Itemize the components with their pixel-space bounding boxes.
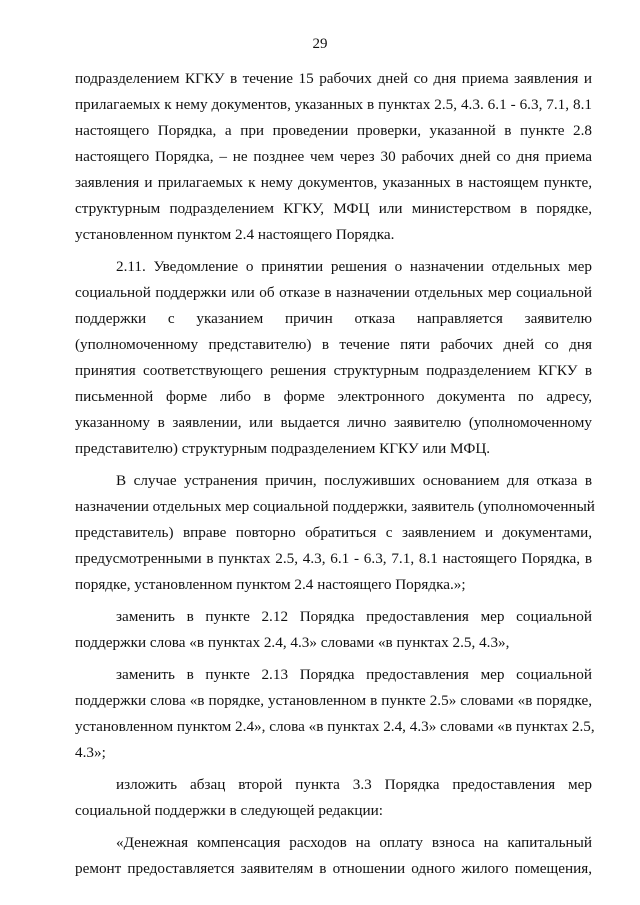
text-line: поддержки слова «в пунктах 2.4, 4.3» словами «в пунктах 2.5, 4.3», (75, 634, 510, 651)
text-line: настоящего Порядка, а при проведении проверки, указанной в пункте 2.8 (75, 122, 592, 139)
text-line: принятия соответствующего решения структурным подразделением КГКУ в (75, 362, 592, 379)
text-line: изложить абзац второй пункта 3.3 Порядка предоставления мер (116, 776, 592, 793)
text-line: назначении отдельных мер социальной поддержки, заявитель (уполномоченный (75, 498, 595, 515)
text-line: порядке, установленном пунктом 2.4 настоящего Порядка.»; (75, 576, 466, 593)
text-line: заявления и прилагаемых к нему документов, указанных в настоящем пункте, (75, 174, 592, 191)
text-line: (уполномоченному представителю) в течение пяти рабочих дней со дня (75, 336, 592, 353)
text-line: прилагаемых к нему документов, указанных в пунктах 2.5, 4.3. 6.1 - 6.3, 7.1, 8.1 (75, 96, 592, 113)
text-line: 2.11. Уведомление о принятии решения о назначении отдельных мер (116, 258, 592, 275)
text-line: указанному в заявлении, или выдается лично заявителю (уполномоченному (75, 414, 592, 431)
text-line: В случае устранения причин, послуживших основанием для отказа в (116, 472, 592, 489)
text-line: ремонт предоставляется заявителям в отношении одного жилого помещения, (75, 860, 592, 877)
text-line: представитель) вправе повторно обратиться с заявлением и документами, (75, 524, 592, 541)
text-line: заменить в пункте 2.13 Порядка предоставления мер социальной (116, 666, 592, 683)
text-line: социальной поддержки в следующей редакции: (75, 802, 383, 819)
text-line: установленном пунктом 2.4 настоящего Порядка. (75, 226, 395, 243)
text-line: письменной форме либо в форме электронного документа по адресу, (75, 388, 592, 405)
text-line: заменить в пункте 2.12 Порядка предоставления мер социальной (116, 608, 592, 625)
page-number: 29 (312, 36, 328, 52)
text-line: «Денежная компенсация расходов на оплату взноса на капитальный (116, 834, 592, 851)
text-line: 4.3»; (75, 744, 106, 761)
text-line: установленном пунктом 2.4», слова «в пунктах 2.4, 4.3» словами «в пунктах 2.5, (75, 718, 595, 735)
text-line: социальной поддержки или об отказе в назначении отдельных мер социальной (75, 284, 592, 301)
document-body (75, 66, 595, 882)
text-line: настоящего Порядка, – не позднее чем через 30 рабочих дней со дня приема (75, 148, 592, 165)
text-line: подразделением КГКУ в течение 15 рабочих дней со дня приема заявления и (75, 70, 592, 87)
text-line: поддержки слова «в порядке, установленном в пункте 2.5» словами «в порядке, (75, 692, 592, 709)
text-line: структурным подразделением КГКУ, МФЦ или министерством в порядке, (75, 200, 592, 217)
text-line: поддержки с указанием причин отказа направляется заявителю (75, 310, 592, 327)
text-line: представителю) структурным подразделением КГКУ или МФЦ. (75, 440, 491, 457)
text-line: предусмотренными в пунктах 2.5, 4.3, 6.1 - 6.3, 7.1, 8.1 настоящего Порядка, в (75, 550, 592, 567)
